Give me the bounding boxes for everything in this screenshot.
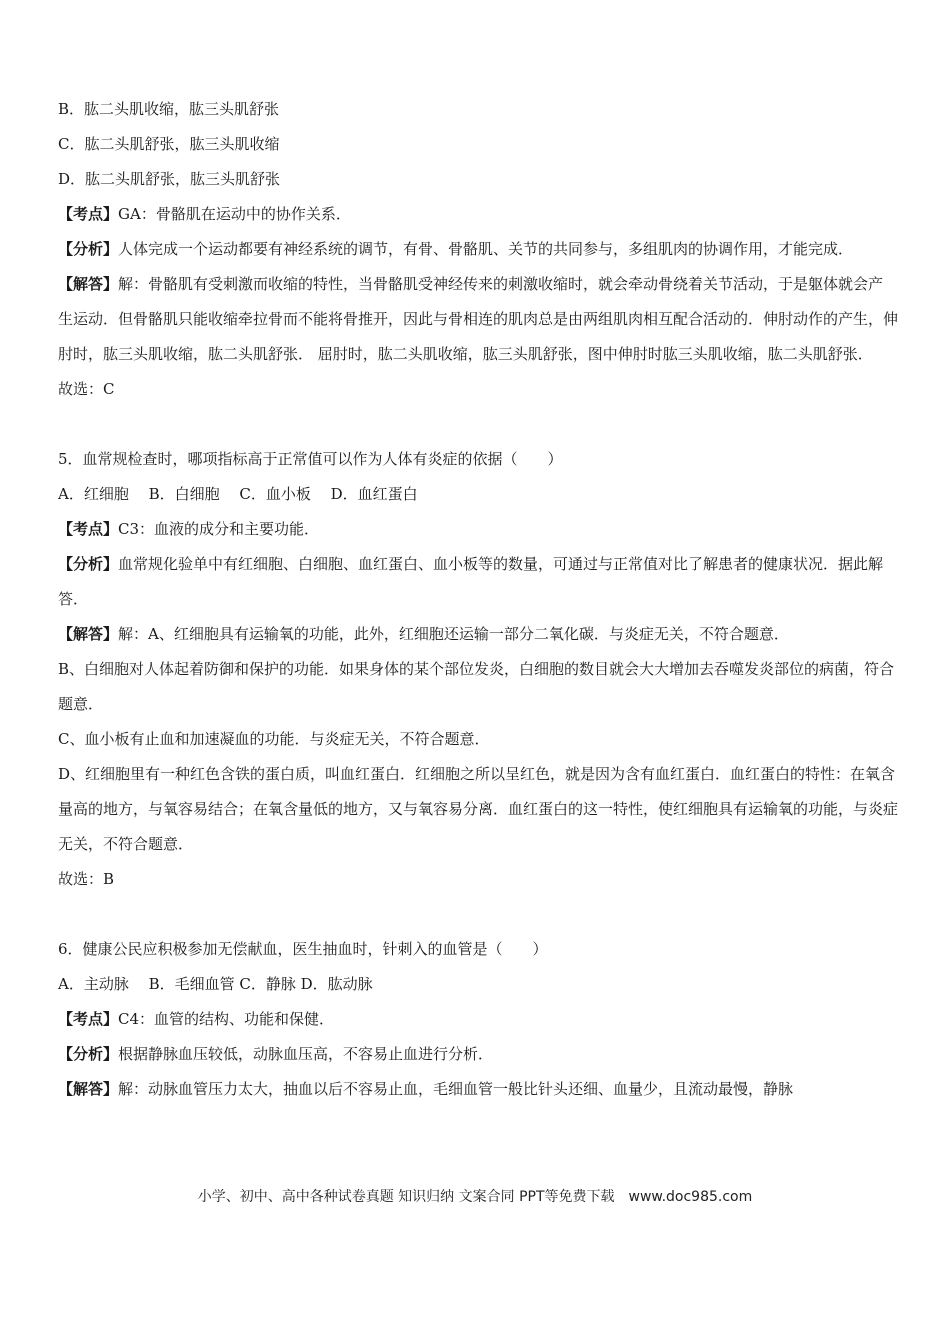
- q6-kaodian: [58, 1002, 898, 1037]
- q5-options: A．红细胞 B．白细胞 C．血小板 D．血红蛋白: [58, 485, 418, 503]
- spacer: [58, 407, 898, 442]
- q4-option-c: C．肱二头肌舒张，肱三头肌收缩: [58, 135, 280, 153]
- q4-jieda: [58, 267, 898, 372]
- fenxi-text: 人体完成一个运动都要有神经系统的调节，有骨、骨骼肌、关节的共同参与，多组肌肉的协调作用，才能完成．: [118, 240, 854, 258]
- q6-jieda: [58, 1072, 898, 1107]
- kaodian-text: C3：血液的成分和主要功能．: [118, 520, 320, 538]
- q5-fenxi: [58, 547, 898, 617]
- jieda-tag: 【解答】: [58, 1080, 119, 1098]
- q4-fenxi: [58, 232, 898, 267]
- kaodian-text: C4：血管的结构、功能和保健．: [118, 1010, 335, 1028]
- fenxi-tag: 【分析】: [58, 1045, 119, 1063]
- kaodian-text: GA：骨骼肌在运动中的协作关系．: [118, 205, 351, 223]
- q4-option-b: B．肱二头肌收缩，肱三头肌舒张: [58, 100, 280, 118]
- kaodian-tag: 【考点】: [58, 205, 119, 223]
- q4-option-d: D．肱二头肌舒张，肱三头肌舒张: [58, 170, 281, 188]
- q5-jieda: [58, 617, 898, 652]
- page-footer: 小学、初中、高中各种试卷真题 知识归纳 文案合同 PPT等免费下载 www.doc985.com: [197, 1189, 753, 1205]
- kaodian-tag: 【考点】: [58, 1010, 119, 1028]
- q5-jieda-c: C、血小板有止血和加速凝血的功能．与炎症无关，不符合题意．: [58, 730, 490, 748]
- jieda-text: 解：骨骼肌有受刺激而收缩的特性，当骨骼肌受神经传来的刺激收缩时，就会牵动骨绕着关节活动，于是躯体就会产生运动．但骨骼肌只能收缩牵拉骨而不能将骨推开，因此与骨相连的肌肉总是由两组肌肉相互配合活动的．伸肘动作的产生，伸肘时，肱三头肌收缩，肱二头肌舒张． 屈肘时，肱二头肌收缩，肱三头肌舒张，图中伸肘时肱三头肌收缩，肱二头肌舒张．: [58, 275, 899, 363]
- q4-kaodian: [58, 197, 898, 232]
- jieda-text: 解：A、红细胞具有运输氧的功能，此外，红细胞还运输一部分二氧化碳．与炎症无关，不符合题意．: [118, 625, 789, 643]
- q6-fenxi: [58, 1037, 898, 1072]
- fenxi-tag: 【分析】: [58, 240, 119, 258]
- q5-jieda-b: B、白细胞对人体起着防御和保护的功能．如果身体的某个部位发炎，白细胞的数目就会大大增加去吞噬发炎部位的病菌，符合题意．: [58, 660, 895, 713]
- q5-question: 5．血常规检查时，哪项指标高于正常值可以作为人体有炎症的依据（ ）: [58, 450, 563, 468]
- fenxi-tag: 【分析】: [58, 555, 119, 573]
- fenxi-text: 血常规化验单中有红细胞、白细胞、血红蛋白、血小板等的数量，可通过与正常值对比了解患者的健康状况．据此解答．: [58, 555, 884, 608]
- q5-kaodian: [58, 512, 898, 547]
- spacer: [58, 897, 898, 932]
- q4-answer: 故选：C: [58, 380, 115, 398]
- kaodian-tag: 【考点】: [58, 520, 119, 538]
- q6-options: A．主动脉 B．毛细血管 C．静脉 D．肱动脉: [58, 975, 373, 993]
- jieda-tag: 【解答】: [58, 275, 119, 293]
- jieda-text: 解：动脉血管压力太大，抽血以后不容易止血，毛细血管一般比针头还细、血量少，且流动最慢，静脉: [118, 1080, 794, 1098]
- document-body: [58, 92, 898, 1107]
- q6-question: 6．健康公民应积极参加无偿献血，医生抽血时，针刺入的血管是（ ）: [58, 940, 548, 958]
- q5-jieda-d: D、红细胞里有一种红色含铁的蛋白质，叫血红蛋白．红细胞之所以呈红色，就是因为含有血红蛋白．血红蛋白的特性：在氧含量高的地方，与氧容易结合；在氧含量低的地方，又与氧容易分离．血红蛋白的这一特性，使红细胞具有运输氧的功能，与炎症无关，不符合题意．: [58, 765, 899, 853]
- fenxi-text: 根据静脉血压较低，动脉血压高，不容易止血进行分析．: [118, 1045, 494, 1063]
- jieda-tag: 【解答】: [58, 625, 119, 643]
- q5-answer: 故选：B: [58, 870, 115, 888]
